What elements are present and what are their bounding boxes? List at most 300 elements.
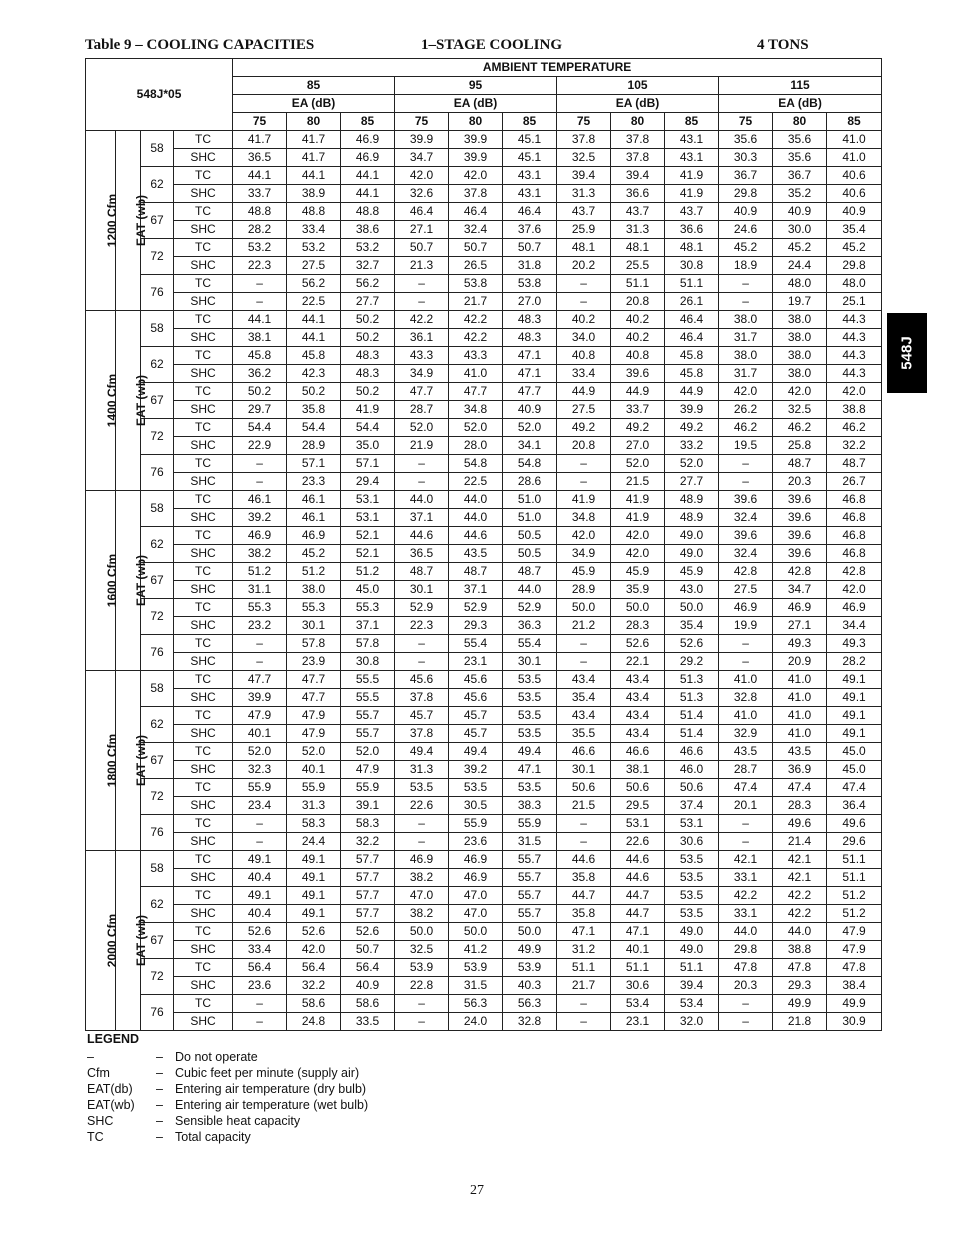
shc-value: 41.9	[341, 401, 395, 419]
tc-value: 58.3	[287, 815, 341, 833]
tc-value: 53.8	[449, 275, 503, 293]
shc-value: 28.7	[719, 761, 773, 779]
shc-value: 22.6	[611, 833, 665, 851]
tc-value: 41.0	[719, 671, 773, 689]
shc-value: 37.1	[395, 509, 449, 527]
ea-value-header: 75	[557, 113, 611, 131]
tc-value: 43.4	[557, 707, 611, 725]
tc-value: 47.7	[287, 671, 341, 689]
ea-value-header: 85	[665, 113, 719, 131]
shc-value: 46.8	[827, 545, 882, 563]
ea-db-header: EA (dB)	[395, 95, 557, 113]
legend-text: Cubic feet per minute (supply air)	[175, 1066, 360, 1080]
tc-value: 44.6	[449, 527, 503, 545]
tc-value: 39.9	[449, 131, 503, 149]
shc-value: 32.5	[395, 941, 449, 959]
tc-value: 42.2	[719, 887, 773, 905]
tc-value: 42.0	[719, 383, 773, 401]
tc-value: 50.5	[503, 527, 557, 545]
shc-value: –	[395, 653, 449, 671]
tc-value: 46.9	[395, 851, 449, 869]
shc-value: 22.5	[287, 293, 341, 311]
tc-value: 48.1	[665, 239, 719, 257]
shc-value: 20.3	[773, 473, 827, 491]
tc-value: –	[395, 815, 449, 833]
eat-wb-label: EAT (wb)	[134, 194, 149, 247]
tc-value: 45.1	[503, 131, 557, 149]
tc-value: 40.9	[773, 203, 827, 221]
tc-value: 53.2	[233, 239, 287, 257]
shc-value: 28.9	[557, 581, 611, 599]
shc-value: 18.9	[719, 257, 773, 275]
tc-value: 53.5	[503, 671, 557, 689]
tc-value: 43.7	[557, 203, 611, 221]
shc-value: 30.0	[773, 221, 827, 239]
shc-value: 53.5	[503, 689, 557, 707]
shc-value: 46.0	[665, 761, 719, 779]
tc-value: 52.0	[611, 455, 665, 473]
shc-value: 29.6	[827, 833, 882, 851]
shc-value: 32.4	[449, 221, 503, 239]
shc-value: 34.8	[449, 401, 503, 419]
tc-value: 56.4	[233, 959, 287, 977]
tc-value: 49.3	[827, 635, 882, 653]
tc-value: 45.9	[611, 563, 665, 581]
shc-value: 23.6	[449, 833, 503, 851]
tc-value: 51.1	[827, 851, 882, 869]
shc-value: 45.0	[341, 581, 395, 599]
tc-value: 48.9	[665, 491, 719, 509]
shc-value: –	[233, 1013, 287, 1031]
stage-label: 1–STAGE COOLING	[421, 37, 562, 53]
tc-value: 49.3	[773, 635, 827, 653]
legend-text: Do not operate	[175, 1050, 258, 1064]
tc-value: 40.2	[557, 311, 611, 329]
shc-value: –	[233, 473, 287, 491]
shc-value: 34.4	[827, 617, 882, 635]
shc-value: 23.6	[233, 977, 287, 995]
shc-value: –	[395, 1013, 449, 1031]
tc-value: 40.6	[827, 167, 882, 185]
tc-value: 39.6	[719, 491, 773, 509]
shc-value: 21.2	[557, 617, 611, 635]
tc-value: 44.3	[827, 347, 882, 365]
shc-value: 35.9	[611, 581, 665, 599]
tc-value: 53.9	[449, 959, 503, 977]
shc-value: 47.1	[503, 761, 557, 779]
wet-bulb-temp: 62	[141, 887, 174, 923]
tc-value: 47.9	[233, 707, 287, 725]
shc-value: 38.2	[233, 545, 287, 563]
tc-value: 49.9	[773, 995, 827, 1013]
shc-value: 39.2	[449, 761, 503, 779]
tc-value: 44.3	[827, 311, 882, 329]
tc-value: 51.1	[557, 959, 611, 977]
shc-value: 22.9	[233, 437, 287, 455]
tc-value: 45.7	[395, 707, 449, 725]
tc-value: 45.9	[665, 563, 719, 581]
shc-value: 24.4	[773, 257, 827, 275]
ea-value-header: 75	[233, 113, 287, 131]
tc-value: 46.4	[449, 203, 503, 221]
tc-value: –	[557, 455, 611, 473]
shc-value: 35.2	[773, 185, 827, 203]
shc-value: 49.1	[827, 725, 882, 743]
shc-value: 33.4	[557, 365, 611, 383]
shc-value: 34.1	[503, 437, 557, 455]
tc-value: 46.9	[341, 131, 395, 149]
tc-value: 48.0	[773, 275, 827, 293]
wet-bulb-temp: 67	[141, 923, 174, 959]
tc-value: 41.9	[611, 491, 665, 509]
shc-value: 27.1	[395, 221, 449, 239]
tc-value: 45.8	[287, 347, 341, 365]
shc-value: 29.3	[449, 617, 503, 635]
tc-value: 47.4	[827, 779, 882, 797]
tc-value: 44.9	[665, 383, 719, 401]
shc-value: 27.5	[557, 401, 611, 419]
tc-value: 53.5	[395, 779, 449, 797]
shc-row-label: SHC	[174, 941, 233, 959]
shc-value: 53.5	[665, 869, 719, 887]
shc-value: 22.5	[449, 473, 503, 491]
tc-value: 45.2	[773, 239, 827, 257]
tc-value: 52.0	[503, 419, 557, 437]
tc-value: 43.1	[665, 131, 719, 149]
shc-value: 34.7	[395, 149, 449, 167]
ea-value-header: 75	[395, 113, 449, 131]
tc-value: 53.9	[395, 959, 449, 977]
shc-value: 51.1	[827, 869, 882, 887]
shc-value: 37.8	[611, 149, 665, 167]
tc-row-label: TC	[174, 275, 233, 293]
tc-value: 46.9	[719, 599, 773, 617]
tc-value: 40.8	[557, 347, 611, 365]
tc-row-label: TC	[174, 203, 233, 221]
shc-value: 36.2	[233, 365, 287, 383]
shc-value: –	[719, 1013, 773, 1031]
tc-row-label: TC	[174, 851, 233, 869]
shc-value: –	[557, 293, 611, 311]
tc-value: 42.1	[719, 851, 773, 869]
ea-value-header: 85	[503, 113, 557, 131]
tc-value: –	[719, 815, 773, 833]
eat-wb-label-cell	[116, 671, 149, 851]
legend-text: Sensible heat capacity	[175, 1114, 301, 1128]
tc-value: 37.8	[611, 131, 665, 149]
shc-value: 31.5	[503, 833, 557, 851]
shc-value: 27.0	[611, 437, 665, 455]
tc-value: 40.9	[827, 203, 882, 221]
cfm-label: 1600 Cfm	[105, 553, 120, 608]
legend-text: Entering air temperature (wet bulb)	[175, 1098, 369, 1112]
tc-value: 39.6	[719, 527, 773, 545]
tc-value: 38.0	[719, 347, 773, 365]
shc-value: 42.3	[287, 365, 341, 383]
shc-value: 43.5	[449, 545, 503, 563]
shc-value: 38.8	[773, 941, 827, 959]
shc-value: 42.0	[611, 545, 665, 563]
tc-value: 53.1	[665, 815, 719, 833]
shc-value: –	[719, 653, 773, 671]
tc-row-label: TC	[174, 455, 233, 473]
shc-value: 37.4	[665, 797, 719, 815]
shc-value: 53.1	[341, 509, 395, 527]
shc-value: 20.1	[719, 797, 773, 815]
tc-value: 52.1	[341, 527, 395, 545]
shc-row-label: SHC	[174, 761, 233, 779]
ea-db-header: EA (dB)	[719, 95, 882, 113]
shc-value: 51.2	[827, 905, 882, 923]
shc-value: 37.1	[341, 617, 395, 635]
tc-value: 51.2	[341, 563, 395, 581]
tc-value: 38.0	[773, 347, 827, 365]
shc-value: –	[233, 293, 287, 311]
wet-bulb-temp: 76	[141, 635, 174, 671]
tc-value: 50.6	[611, 779, 665, 797]
tc-value: 48.0	[827, 275, 882, 293]
shc-value: 50.2	[341, 329, 395, 347]
legend-item	[87, 1049, 258, 1065]
shc-value: 39.9	[665, 401, 719, 419]
tc-value: 52.6	[341, 923, 395, 941]
tc-value: 55.9	[341, 779, 395, 797]
shc-value: 40.9	[503, 401, 557, 419]
tc-value: –	[233, 635, 287, 653]
tc-row-label: TC	[174, 671, 233, 689]
tc-value: 47.1	[557, 923, 611, 941]
shc-value: 37.8	[449, 185, 503, 203]
tc-value: 50.7	[395, 239, 449, 257]
tc-value: 42.1	[773, 851, 827, 869]
shc-value: 30.8	[665, 257, 719, 275]
shc-value: 31.7	[719, 329, 773, 347]
tc-value: 49.1	[827, 707, 882, 725]
shc-value: –	[557, 833, 611, 851]
tc-value: 51.1	[665, 959, 719, 977]
cfm-label-cell	[86, 491, 120, 671]
shc-value: 30.1	[287, 617, 341, 635]
tc-value: 43.1	[503, 167, 557, 185]
shc-row-label: SHC	[174, 221, 233, 239]
shc-value: 38.4	[827, 977, 882, 995]
tc-value: 53.5	[665, 887, 719, 905]
cfm-label: 2000 Cfm	[105, 913, 120, 968]
tc-value: 47.4	[773, 779, 827, 797]
tc-value: 55.9	[287, 779, 341, 797]
legend-text: Entering air temperature (dry bulb)	[175, 1082, 367, 1096]
shc-value: 36.6	[665, 221, 719, 239]
tc-value: 53.4	[611, 995, 665, 1013]
shc-value: 49.1	[287, 869, 341, 887]
legend-item	[87, 1129, 251, 1145]
shc-value: 24.6	[719, 221, 773, 239]
tc-row-label: TC	[174, 563, 233, 581]
shc-value: –	[233, 653, 287, 671]
shc-value: 35.4	[827, 221, 882, 239]
eat-wb-label: EAT (wb)	[134, 734, 149, 787]
shc-value: 45.6	[449, 689, 503, 707]
tc-value: 49.2	[611, 419, 665, 437]
tc-value: 47.7	[233, 671, 287, 689]
tc-value: 58.6	[341, 995, 395, 1013]
tc-value: 43.7	[665, 203, 719, 221]
shc-value: 31.3	[395, 761, 449, 779]
tc-value: 44.1	[233, 167, 287, 185]
tc-value: 53.2	[287, 239, 341, 257]
table-title: Table 9 – COOLING CAPACITIES	[85, 37, 315, 53]
shc-value: 38.0	[773, 329, 827, 347]
eat-wb-label-cell	[116, 311, 149, 491]
tc-row-label: TC	[174, 311, 233, 329]
tc-value: 41.0	[773, 707, 827, 725]
tc-value: 51.1	[611, 959, 665, 977]
tc-value: 42.0	[449, 167, 503, 185]
shc-value: 32.3	[233, 761, 287, 779]
wet-bulb-temp: 58	[141, 851, 174, 887]
cfm-label-cell	[86, 671, 120, 851]
wet-bulb-temp: 58	[141, 311, 174, 347]
wet-bulb-temp: 62	[141, 527, 174, 563]
tc-value: 50.0	[449, 923, 503, 941]
eat-wb-label-cell	[116, 491, 149, 671]
tc-value: –	[557, 635, 611, 653]
shc-value: 44.3	[827, 329, 882, 347]
shc-value: 35.8	[557, 905, 611, 923]
shc-value: 46.4	[665, 329, 719, 347]
tc-value: 54.4	[341, 419, 395, 437]
ambient-temp-header: 115	[719, 77, 882, 95]
tc-value: 51.4	[665, 707, 719, 725]
tc-row-label: TC	[174, 527, 233, 545]
shc-value: 38.3	[503, 797, 557, 815]
shc-value: 26.1	[665, 293, 719, 311]
tc-value: 52.0	[449, 419, 503, 437]
shc-row-label: SHC	[174, 185, 233, 203]
tc-value: 35.6	[719, 131, 773, 149]
tc-value: 55.9	[449, 815, 503, 833]
shc-value: –	[395, 833, 449, 851]
shc-value: 49.1	[827, 689, 882, 707]
tc-value: 47.0	[449, 887, 503, 905]
tc-value: 46.2	[773, 419, 827, 437]
shc-value: 32.8	[719, 689, 773, 707]
shc-value: 44.3	[827, 365, 882, 383]
shc-value: 21.7	[557, 977, 611, 995]
shc-value: 31.3	[557, 185, 611, 203]
tc-value: 50.2	[341, 383, 395, 401]
shc-value: 43.1	[503, 185, 557, 203]
tc-value: 42.2	[395, 311, 449, 329]
shc-value: 28.0	[449, 437, 503, 455]
wet-bulb-temp: 67	[141, 563, 174, 599]
tc-value: –	[233, 995, 287, 1013]
legend	[87, 1032, 369, 1145]
tc-row-label: TC	[174, 635, 233, 653]
tc-value: 52.0	[665, 455, 719, 473]
tc-value: 55.5	[341, 671, 395, 689]
side-tab-label: 548J	[898, 336, 916, 370]
tc-value: 48.8	[341, 203, 395, 221]
ambient-temp-header: 105	[557, 77, 719, 95]
tc-value: 43.7	[611, 203, 665, 221]
page-number: 27	[470, 1183, 484, 1198]
tc-value: 46.6	[557, 743, 611, 761]
tc-value: –	[557, 275, 611, 293]
shc-value: 30.9	[827, 1013, 882, 1031]
shc-value: 32.4	[719, 545, 773, 563]
tc-value: 49.4	[449, 743, 503, 761]
shc-row-label: SHC	[174, 689, 233, 707]
tc-value: 44.6	[611, 851, 665, 869]
shc-value: 42.1	[773, 869, 827, 887]
shc-value: 38.1	[233, 329, 287, 347]
shc-value: 32.5	[557, 149, 611, 167]
tc-value: 46.2	[719, 419, 773, 437]
shc-value: 30.1	[395, 581, 449, 599]
tc-value: 50.2	[233, 383, 287, 401]
shc-row-label: SHC	[174, 833, 233, 851]
shc-value: 23.9	[287, 653, 341, 671]
tc-value: 52.6	[287, 923, 341, 941]
tc-value: 46.1	[287, 491, 341, 509]
tc-value: 46.1	[233, 491, 287, 509]
tc-value: 50.2	[287, 383, 341, 401]
legend-title: LEGEND	[87, 1032, 140, 1046]
shc-value: 48.9	[665, 509, 719, 527]
tc-value: 45.9	[557, 563, 611, 581]
shc-value: 21.5	[611, 473, 665, 491]
tc-value: 48.3	[503, 311, 557, 329]
tc-value: 50.0	[611, 599, 665, 617]
tc-value: 40.9	[719, 203, 773, 221]
shc-value: 41.7	[287, 149, 341, 167]
shc-value: –	[395, 473, 449, 491]
tc-value: 50.0	[665, 599, 719, 617]
shc-value: 35.0	[341, 437, 395, 455]
tc-value: 46.9	[773, 599, 827, 617]
shc-row-label: SHC	[174, 257, 233, 275]
ea-value-header: 80	[287, 113, 341, 131]
tc-value: 55.9	[233, 779, 287, 797]
tc-value: 43.5	[773, 743, 827, 761]
tc-value: 53.1	[341, 491, 395, 509]
shc-value: 55.5	[341, 689, 395, 707]
shc-value: –	[557, 653, 611, 671]
shc-value: 21.4	[773, 833, 827, 851]
tc-value: 52.0	[341, 743, 395, 761]
legend-dash: –	[156, 1098, 163, 1112]
tc-value: 41.0	[719, 707, 773, 725]
tc-value: 41.9	[665, 167, 719, 185]
tc-value: 50.0	[395, 923, 449, 941]
tc-value: 52.9	[449, 599, 503, 617]
shc-value: 38.2	[395, 869, 449, 887]
shc-row-label: SHC	[174, 797, 233, 815]
shc-value: 49.9	[503, 941, 557, 959]
shc-value: 55.7	[503, 905, 557, 923]
shc-value: 35.6	[773, 149, 827, 167]
tc-value: 44.0	[395, 491, 449, 509]
shc-value: 38.0	[287, 581, 341, 599]
ea-db-header: EA (dB)	[233, 95, 395, 113]
shc-value: 46.8	[827, 509, 882, 527]
shc-value: 32.9	[719, 725, 773, 743]
tc-value: 45.6	[449, 671, 503, 689]
shc-value: 26.7	[827, 473, 882, 491]
shc-value: 51.4	[665, 725, 719, 743]
shc-value: 27.5	[719, 581, 773, 599]
